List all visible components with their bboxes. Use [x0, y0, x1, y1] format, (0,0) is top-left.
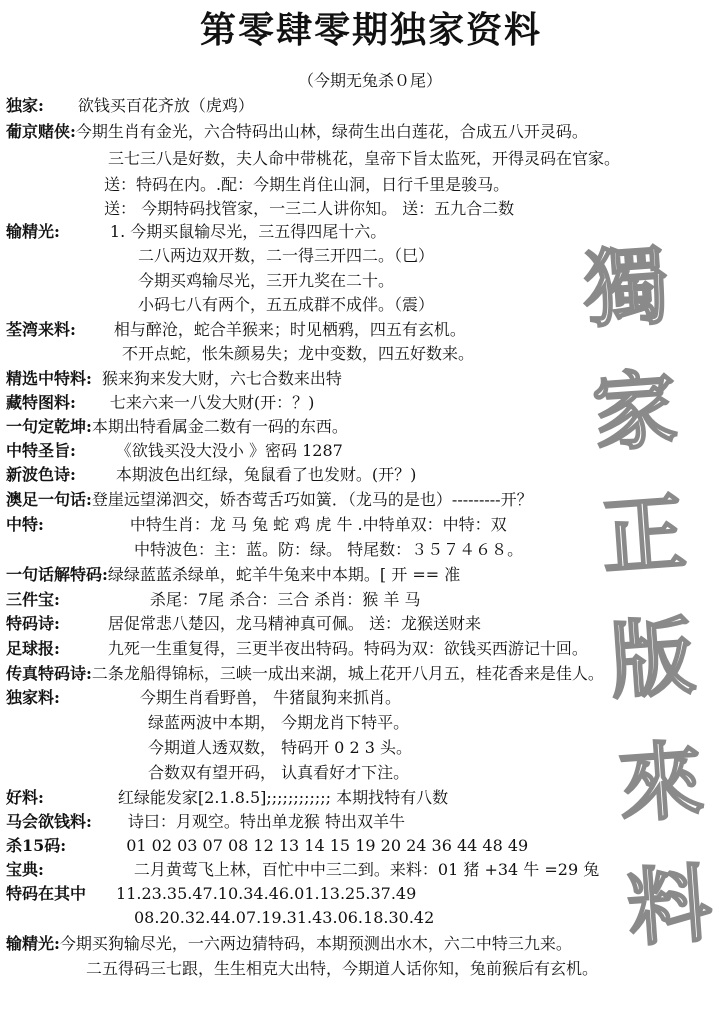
line-text: 今期买鸡输尽光，三开九奖在二十。	[138, 271, 395, 290]
text-line	[6, 812, 405, 832]
line-label: 好料:	[6, 788, 44, 807]
line-text: 合数双有望开码， 认真看好才下注。	[148, 763, 410, 782]
watermark-char: 獨	[580, 234, 672, 340]
line-text: 今期生肖有金光，六合特码出山林，绿荷生出白莲花，合成五八开灵码。	[75, 122, 588, 141]
line-text: 绿蓝两波中本期， 今期龙肖下特平。	[148, 713, 410, 732]
line-text: 欲钱买百花齐放（虎鸡）	[77, 96, 254, 115]
line-text: 今期买狗输尽光，一六两边猜特码，本期预测出水木，六二中特三九来。	[59, 934, 572, 953]
line-text: 送： 今期特码找管家，一三二人讲你知。 送：五九合二数	[104, 199, 515, 218]
line-text: 绿绿蓝蓝杀绿单，蛇羊牛兔来中本期。[ 开 == 准	[107, 565, 461, 584]
text-line	[6, 788, 448, 808]
text-line	[6, 369, 342, 389]
text-line	[6, 320, 466, 340]
watermark-char: 來	[615, 729, 707, 835]
line-label: 独家:	[6, 96, 44, 115]
line-text: 诗曰：月观空。特出单龙猴 特出双羊牛	[127, 812, 406, 831]
text-line	[148, 713, 409, 733]
line-text: 送：特码在内。.配：今期生肖住山洞，日行千里是骏马。	[104, 175, 510, 194]
line-label: 葡京赌侠:	[6, 122, 76, 141]
line-label: 荃湾来料:	[6, 320, 76, 339]
line-text: 相与醉沧，蛇合羊猴来；时见栖鸦，四五有玄机。	[113, 320, 466, 339]
line-text: 杀尾：7尾 杀合：三合 杀肖：猴 羊 马	[149, 590, 421, 609]
line-text: 不开点蛇，怅朱颜易失；龙中变数，四五好数来。	[122, 344, 475, 363]
text-line	[6, 836, 528, 856]
line-text: 九死一生重复得，三更半夜出特码。特码为双：欲钱买西游记十回。	[107, 639, 588, 658]
line-text: 二条龙船得锦标，三峡一成出来湖，城上花开八月五，桂花香来是佳人。	[91, 664, 604, 683]
line-text: 居促常悲八楚囚，龙马精神真可佩。 送：龙猴送财来	[107, 614, 482, 633]
text-line	[138, 295, 434, 315]
line-label: 中特圣旨:	[6, 441, 76, 460]
text-line	[108, 149, 620, 169]
line-text: 小码七八有两个，五五成群不成伴。（震）	[138, 295, 435, 314]
line-text: 1. 今期买鼠输尽光，三五得四尾十六。	[109, 222, 387, 241]
text-line	[6, 222, 386, 242]
line-label: 宝典:	[6, 860, 44, 879]
text-line	[6, 417, 348, 437]
line-text: 登崖远望涕泗交，娇杏莺舌巧如簧．（龙马的是也）---------开？	[91, 490, 533, 509]
text-line	[6, 441, 343, 461]
text-line	[6, 884, 416, 904]
line-text: 中特生肖：龙 马 兔 蛇 鸡 虎 牛 .中特单双：中特：双	[129, 515, 507, 534]
line-text: 今期道人透双数， 特码开 0 2 3 头。	[148, 738, 412, 757]
text-line	[122, 344, 474, 364]
line-label: 一句话解特码:	[6, 565, 108, 584]
text-line	[134, 540, 523, 560]
text-line	[6, 639, 588, 659]
line-text: 三七三八是好数，夫人命中带桃花，皇帝下旨太监死，开得灵码在官家。	[108, 149, 621, 168]
line-label: 特码诗:	[6, 614, 60, 633]
watermark-char: 版	[606, 606, 698, 711]
line-text: 中特波色：主：蓝。防：绿。 特尾数：３５７４６８。	[134, 540, 524, 559]
text-line	[104, 199, 514, 219]
line-text: 01 02 03 07 08 12 13 14 15 19 20 24 36 44 48 49	[126, 836, 529, 855]
text-line	[6, 122, 588, 142]
line-label: 中特:	[6, 515, 44, 534]
text-line	[134, 908, 434, 928]
text-line	[6, 614, 481, 634]
line-label: 输精光:	[6, 934, 60, 953]
line-label: 输精光:	[6, 222, 60, 241]
watermark-char: 正	[598, 482, 689, 587]
line-label: 藏特图料:	[6, 393, 76, 412]
text-line	[148, 763, 409, 783]
text-line	[6, 565, 460, 585]
text-line	[6, 96, 254, 116]
line-label: 一句定乾坤:	[6, 417, 92, 436]
line-label: 澳足一句话:	[6, 490, 92, 509]
text-line	[148, 738, 412, 758]
text-line	[6, 490, 533, 510]
text-line	[6, 465, 416, 485]
line-text: 猴来狗来发大财，六七合数来出特	[101, 369, 342, 388]
line-text: 《欲钱买没大没小 》密码 1287	[115, 441, 343, 460]
line-label: 精选中特料:	[6, 369, 92, 388]
text-line	[6, 860, 599, 880]
line-label: 新波色诗:	[6, 465, 76, 484]
line-label: 马会欲钱料:	[6, 812, 92, 831]
line-label: 特码在其中	[6, 884, 87, 903]
line-text: 08.20.32.44.07.19.31.43.06.18.30.42	[134, 908, 435, 927]
text-line	[6, 688, 401, 708]
text-line	[6, 590, 420, 610]
watermark-char: 料	[624, 853, 715, 959]
line-text: 红绿能发家[2.1.8.5];;;;;;;;;;;; 本期找特有八数	[117, 788, 449, 807]
page-title: 第零肆零期独家资料	[200, 9, 543, 51]
line-text: 二八两边双开数，二一得三开四二。（巳）	[138, 246, 435, 265]
page-subtitle: （今期无兔杀０尾）	[298, 71, 443, 90]
text-line	[6, 934, 572, 954]
line-text: 今期生肖看野兽， 牛猪鼠狗来抓肖。	[139, 688, 402, 707]
text-line	[6, 515, 507, 535]
line-label: 足球报:	[6, 639, 60, 658]
text-line	[6, 664, 604, 684]
line-text: 二月黄莺飞上林，百忙中中三二到。来料：01 猪 +34 牛 =29 兔	[133, 860, 600, 879]
line-label: 传真特码诗:	[6, 664, 92, 683]
text-line	[6, 393, 314, 413]
line-text: 二五得码三七跟，生生相克大出特，今期道人话你知，兔前猴后有玄机。	[86, 959, 599, 978]
text-line	[86, 959, 598, 979]
text-line	[138, 271, 394, 291]
watermark-char: 家	[589, 358, 681, 464]
line-label: 杀15码:	[6, 836, 67, 855]
line-text: 本期出特看属金二数有一码的东西。	[91, 417, 348, 436]
text-line	[138, 246, 434, 266]
line-text: 11.23.35.47.10.34.46.01.13.25.37.49	[116, 884, 417, 903]
text-line	[104, 175, 509, 195]
line-text: 七来六来一八发大财(开：？)	[109, 393, 315, 412]
line-label: 三件宝:	[6, 590, 60, 609]
line-label: 独家料:	[6, 688, 60, 707]
line-text: 本期波色出红绿，兔鼠看了也发财。(开？)	[115, 465, 417, 484]
